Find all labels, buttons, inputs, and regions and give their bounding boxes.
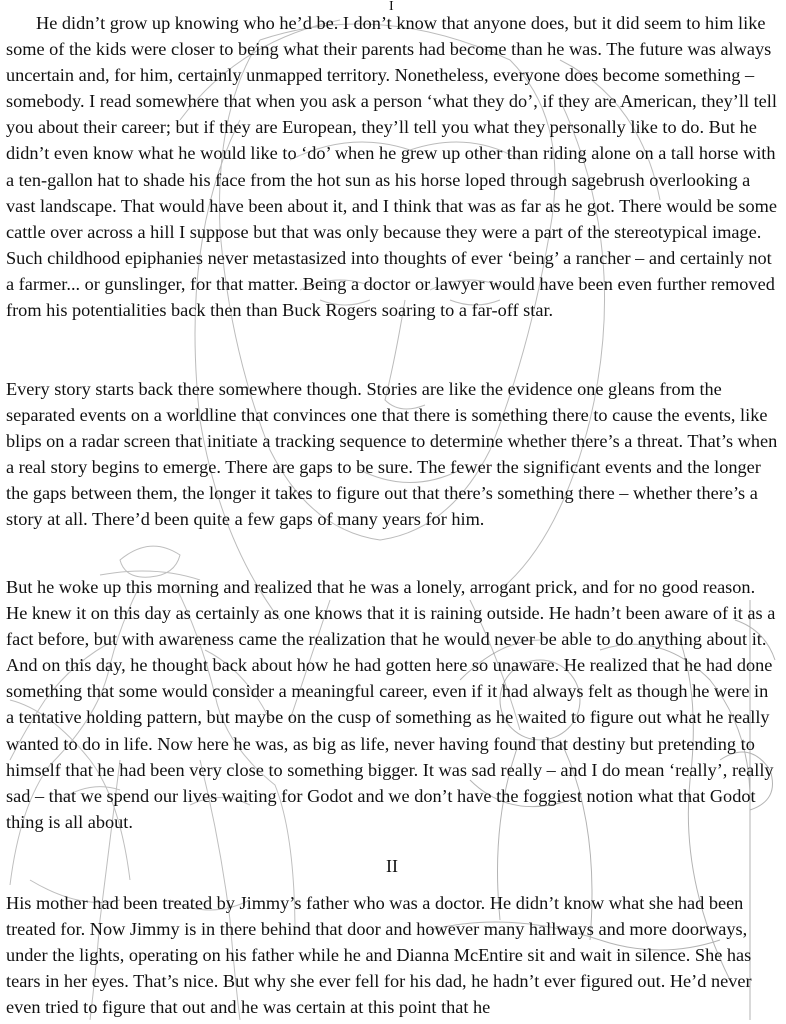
section-marker-1: I bbox=[389, 0, 394, 14]
section-marker-2: II bbox=[386, 856, 398, 876]
paragraph-1: He didn’t grow up knowing who he’d be. I don’t know that anyone does, but it did seem to him like some of the kids were closer to being what their parents had become than he was. The future was always uncertain and, for him, certainly unmapped territory. Nonetheless, everyone does become something – somebody. I read somewhere that when you ask a person ‘what they do’, if they are American, they’ll tell you about their career; but if they are European, they’ll tell you what they personally like to do. But he didn’t even know what he would like to ‘do’ when he grew up other than riding alone on a tall horse with a ten-gallon hat to shade his face from the hot sun as his horse loped through sagebrush overlooking a vast landscape. That would have been about it, and I think that was as far as he got. There would be some cattle over across a hill I suppose but that was only because they were a part of the stereotypical image. Such childhood epiphanies never metastasized into thoughts of ever ‘being’ a rancher – and certainly not a farmer... or gunslinger, for that matter. Being a doctor or lawyer would have been even further removed from his potentialities back then than Buck Rogers soaring to a far-off star. bbox=[6, 13, 777, 321]
paragraph-3: But he woke up this morning and realized that he was a lonely, arrogant prick, and for no good reason. He knew it on this day as certainly as one knows that it is raining outside. He hadn’t been aware of it as a fact before, but with awareness came the realization that he would never be able to do anything about it. And on this day, he thought back about how he had gotten here so unaware. He realized that he had done something that some would consider a meaningful career, even if it had always felt as though he were in a tentative holding pattern, but maybe on the cusp of something as he waited to figure out what he really wanted to do in life. Now here he was, as big as life, never having found that destiny but pretending to himself that he had been very close to something bigger. It was sad really – and I do mean ‘really’, really sad – that we spend our lives waiting for Godot and we don’t have the foggiest notion what that Godot thing is all about. bbox=[6, 577, 776, 832]
paragraph-2: Every story starts back there somewhere though. Stories are like the evidence one gleans from the separated events on a worldline that convinces one that there is something there to cause the events, like blips on a radar screen that initiate a tracking sequence to determine whether there’s a threat. That’s when a real story begins to emerge. There are gaps to be sure. The fewer the significant events and the longer the gaps between them, the longer it takes to figure out that there’s something there – whether there’s a story at all. There’d been quite a few gaps of many years for him. bbox=[6, 379, 778, 530]
paragraph-4: His mother had been treated by Jimmy’s father who was a doctor. He didn’t know what she had been treated for. Now Jimmy is in there behind that door and however many hallways and more doorways, under the lights, operating on his father while he and Dianna McEntire sit and wait in silence. She has tears in her eyes. That’s nice. But why she ever fell for his dad, he hadn’t ever figured out. He’d never even tried to figure that out and he was certain at this point that he bbox=[6, 893, 752, 1018]
